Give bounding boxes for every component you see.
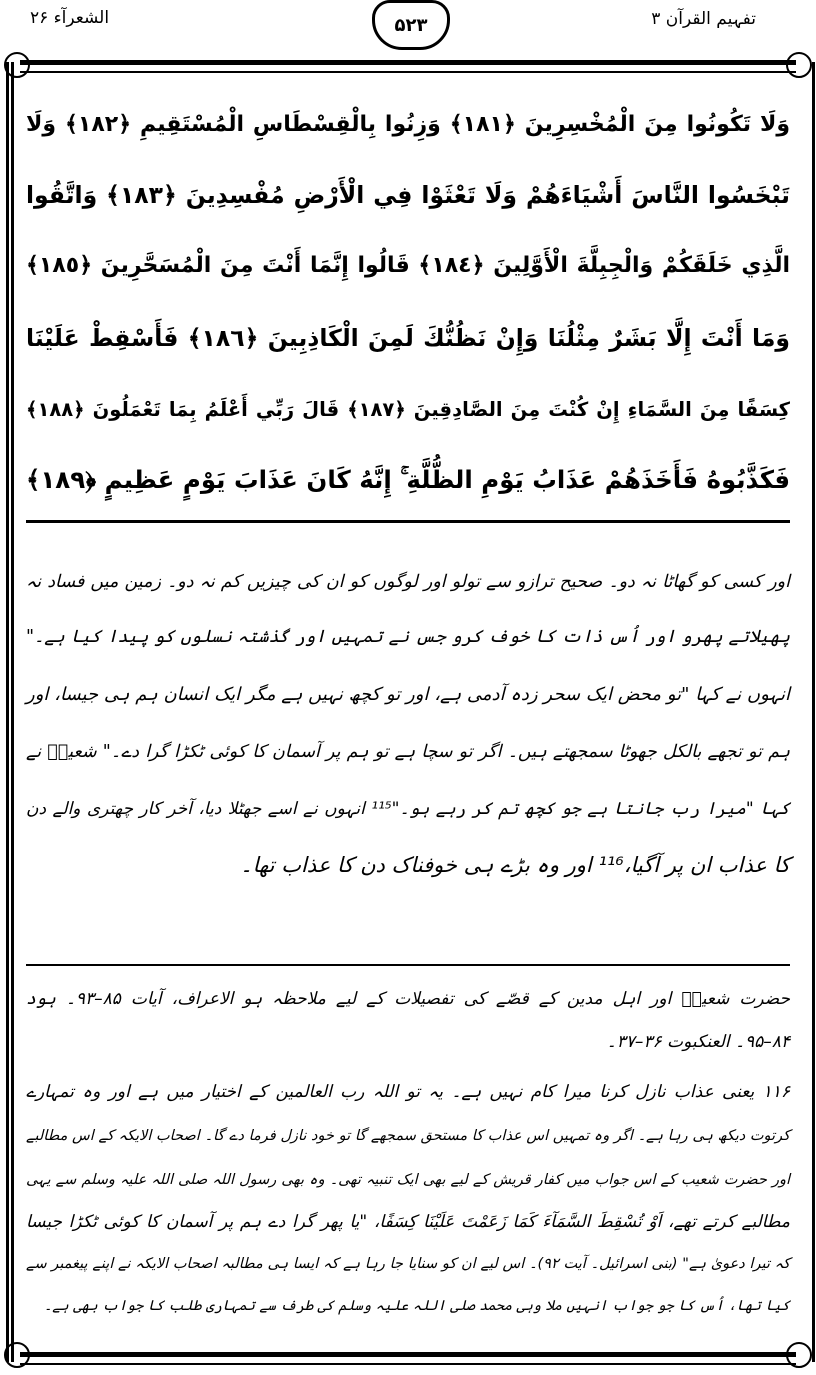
footnote-divider — [26, 964, 790, 966]
translation-line: اور کسی کو گھاٹا نہ دو۔ صحیح ترازو سے تولو اور لوگوں کو ان کی چیزیں کم نہ دو۔ زمین میں فساد نہ — [26, 572, 790, 592]
border-bottom-ornament — [20, 1352, 796, 1365]
translation-line: کا عذاب ان پر آگیا،¹¹⁶ اور وہ بڑے ہی خوفناک دن کا عذاب تھا۔ — [240, 853, 790, 877]
footnote-line: کہ تیرا دعویٰ ہے" (بنی اسرائیل۔ آیت ۹۲)۔ اس لیے ان کو سنایا جا رہا ہے کہ ایسا ہی مطالبہ اصحاب الایکہ نے اپنے پیغمبر سے — [26, 1256, 791, 1272]
book-title: تفہیم القرآن ۳ — [651, 9, 756, 29]
corner-ornament — [4, 1342, 30, 1368]
corner-ornament — [786, 1342, 812, 1368]
footnote-line: کیا تھا، اُس کا جو جواب انہیں ملا وہی محمد صلی اللہ علیہ وسلم کی طرف سے تمہاری طلب کا جواب بھی ہے۔ — [44, 1298, 790, 1314]
footnote-line: مطالبے کرتے تھے، اَوْ تُسْقِطَ السَّمَآءَ كَمَا زَعَمْتَ عَلَيْنَا كِسَفًا، "یا پھر گرا دے ہم پر آسمان کا کوئی ٹکڑا جیسا — [26, 1212, 790, 1232]
arabic-line: فَكَذَّبُوهُ فَأَخَذَهُمْ عَذَابُ يَوْمِ الظُّلَّةِ ۚ إِنَّهُ كَانَ عَذَابَ يَوْمٍ عَظِيمٍ ﴿١٨٩﴾ — [25, 465, 790, 494]
arabic-line: وَلَا تَكُونُوا مِنَ الْمُخْسِرِينَ ﴿١٨١﴾ وَزِنُوا بِالْقِسْطَاسِ الْمُسْتَقِيمِ ﴿١٨٢﴾ وَلَا — [26, 112, 791, 137]
footnote-line: اور حضرت شعیب کے اس جواب میں کفار قریش کے لیے بھی ایک تنبیہ تھی۔ وہ بھی رسول اللہ صلی اللہ علیہ وسلم سے یہی — [26, 1172, 790, 1188]
translation-line: پھیلاتے پھرو اور اُس ذات کا خوف کرو جس نے تمہیں اور گذشتہ نسلوں کو پیدا کیا ہے۔" — [26, 627, 790, 647]
arabic-line: تَبْخَسُوا النَّاسَ أَشْيَاءَهُمْ وَلَا تَعْثَوْا فِي الْأَرْضِ مُفْسِدِينَ ﴿١٨٣﴾ وَاتَّقُوا — [26, 181, 790, 209]
translation-line: ہم تو تجھے بالکل جھوٹا سمجھتے ہیں۔ اگر تو سچا ہے تو ہم پر آسمان کا کوئی ٹکڑا گرا دے۔" شعیبؑ نے — [26, 742, 790, 762]
translation-line: انہوں نے کہا "تو محض ایک سحر زدہ آدمی ہے، اور تو کچھ نہیں ہے مگر ایک انسان ہم ہی جیسا، اور — [26, 684, 790, 705]
arabic-line: الَّذِي خَلَقَكُمْ وَالْجِبِلَّةَ الْأَوَّلِينَ ﴿١٨٤﴾ قَالُوا إِنَّمَا أَنْتَ مِنَ الْمُسَحَّرِينَ ﴿١٨٥﴾ — [26, 253, 790, 278]
arabic-line: كِسَفًا مِنَ السَّمَاءِ إِنْ كُنْتَ مِنَ الصَّادِقِينَ ﴿١٨٧﴾ قَالَ رَبِّي أَعْلَمُ بِمَا تَعْمَلُونَ ﴿١٨٨﴾ — [26, 398, 790, 421]
footnote-line: ۸۴–۹۵۔ العنکبوت ۳۶–۳۷۔ — [606, 1032, 790, 1052]
translation-line: کہا "میرا رب جانتا ہے جو کچھ تم کر رہے ہو۔"¹¹⁵ انہوں نے اسے جھٹلا دیا، آخر کار چھتری والے دن — [26, 799, 790, 819]
footnote-line: حضرت شعیبؑ اور اہل مدین کے قصّے کی تفصیلات کے لیے ملاحظہ ہو الاعراف، آیات ۸۵–۹۳۔ ہود — [26, 989, 790, 1009]
footnote-line: ۱۱۶ یعنی عذاب نازل کرنا میرا کام نہیں ہے۔ یہ تو اللہ رب العالمین کے اختیار میں ہے اور وہ تمہارے — [26, 1082, 790, 1102]
divider — [26, 520, 790, 523]
footnote-line: کرتوت دیکھ ہی رہا ہے۔ اگر وہ تمہیں اس عذاب کا مستحق سمجھے گا تو خود نازل فرما دے گا۔ اصحاب الایکہ کے اس مطالبے — [26, 1128, 790, 1144]
border-top-ornament — [20, 60, 796, 73]
corner-ornament — [786, 52, 812, 78]
corner-ornament — [4, 52, 30, 78]
surah-name: الشعرآء ۲۶ — [30, 8, 110, 28]
page-number: ۵۲۳ — [372, 0, 450, 50]
arabic-line: وَمَا أَنْتَ إِلَّا بَشَرٌ مِثْلُنَا وَإِنْ نَظُنُّكَ لَمِنَ الْكَاذِبِينَ ﴿١٨٦﴾ فَأَسْقِطْ عَلَيْنَا — [26, 324, 790, 352]
